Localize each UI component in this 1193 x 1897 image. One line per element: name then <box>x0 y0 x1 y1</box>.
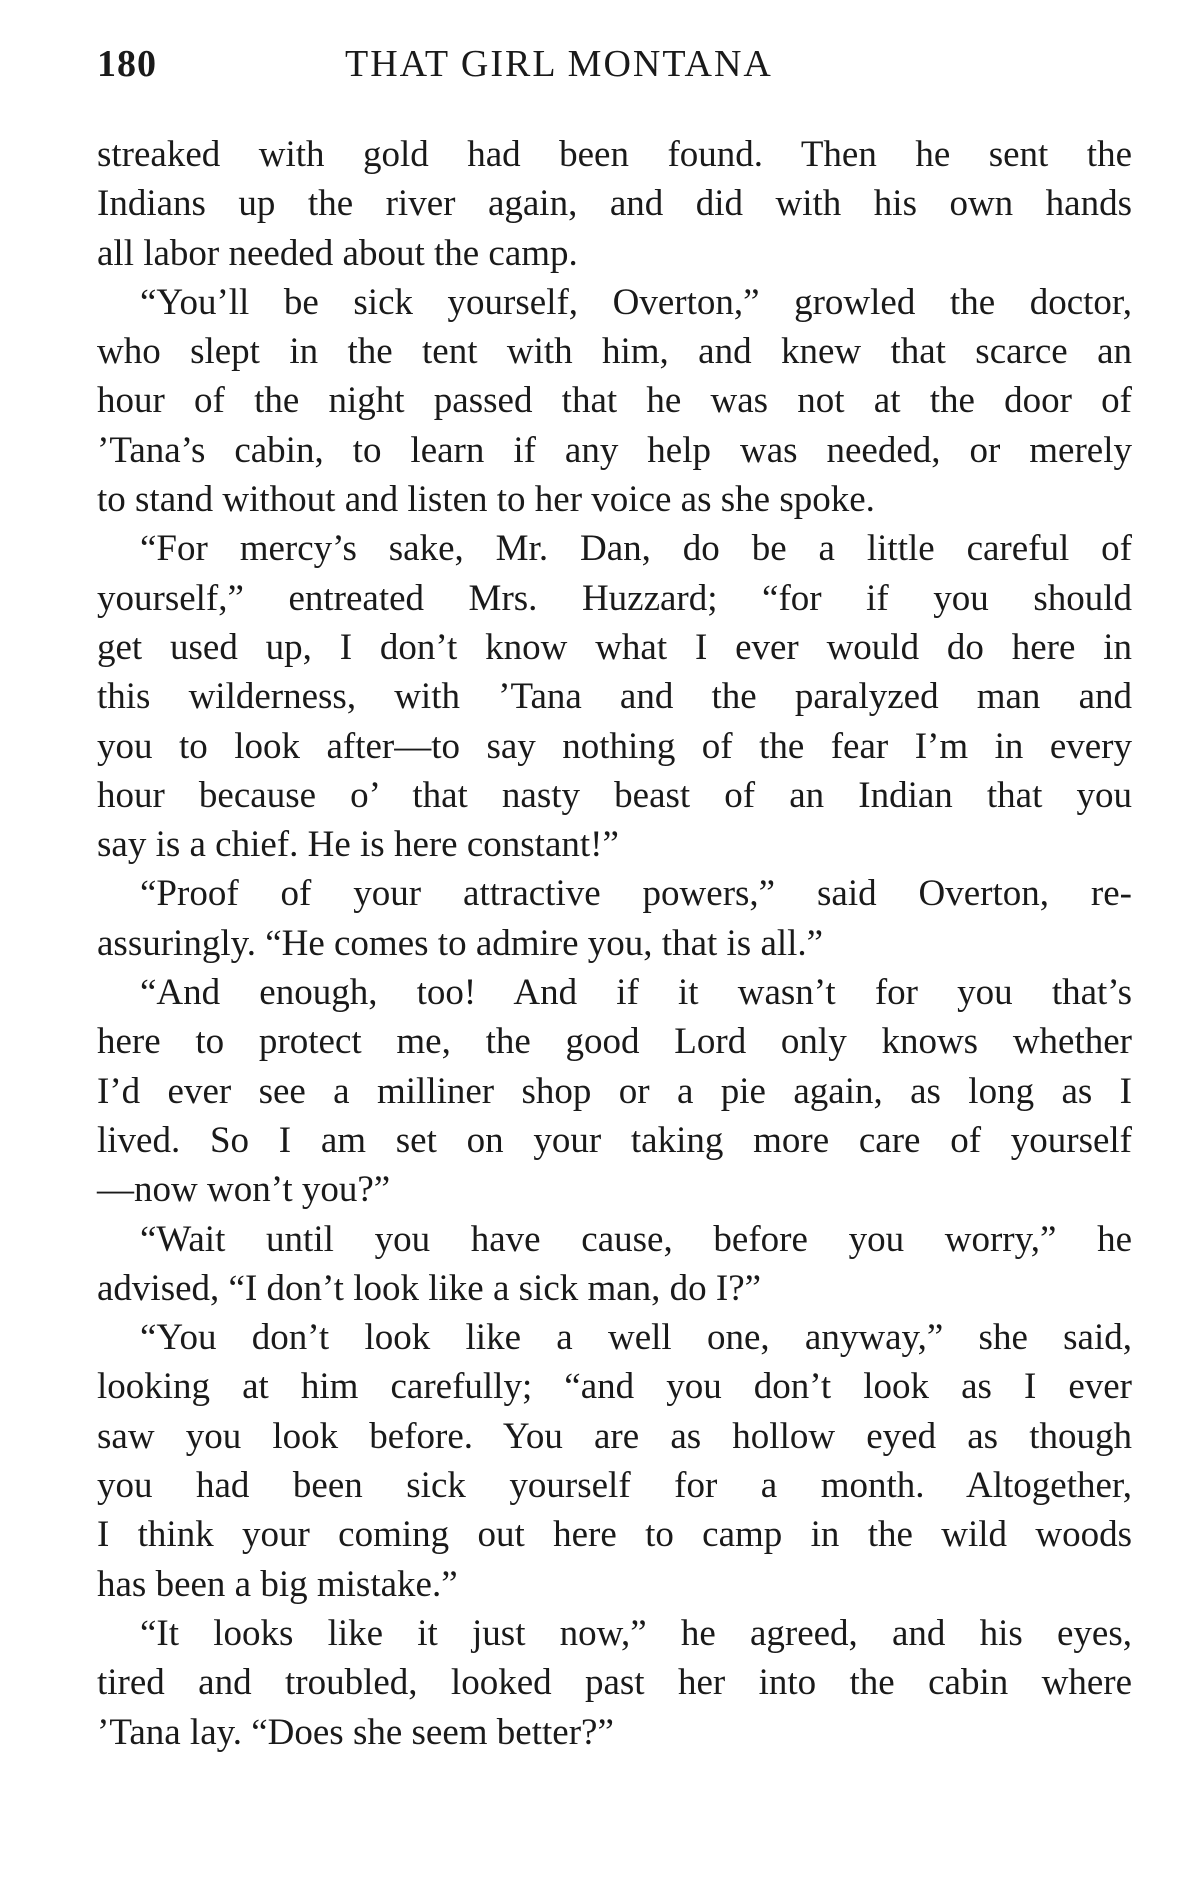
text-line: “Wait until you have cause, before you worry,” he <box>140 1218 1132 1260</box>
text-line: you to look after—to say nothing of the fear I’m in every <box>97 725 1132 767</box>
text-line: Indians up the river again, and did with his own hands <box>97 183 1132 225</box>
text-line: has been a big mistake.” <box>97 1563 458 1605</box>
text-line: hour because o’ that nasty beast of an Indian that you <box>97 774 1132 816</box>
text-line: ’Tana’s cabin, to learn if any help was needed, or merely <box>97 429 1132 471</box>
text-line: advised, “I don’t look like a sick man, do I?” <box>97 1267 762 1309</box>
text-line: looking at him carefully; “and you don’t look as I ever <box>97 1366 1132 1408</box>
text-line: here to protect me, the good Lord only knows whether <box>97 1021 1132 1063</box>
text-line: streaked with gold had been found. Then he sent the <box>97 134 1132 175</box>
text-line: hour of the night passed that he was not at the door of <box>97 380 1132 422</box>
text-line: “Proof of your attractive powers,” said Overton, re- <box>140 873 1132 915</box>
page-number: 180 <box>97 43 157 85</box>
text-line: this wilderness, with ’Tana and the paralyzed man and <box>97 676 1132 718</box>
text-line: “For mercy’s sake, Mr. Dan, do be a little careful of <box>140 528 1132 570</box>
text-line: yourself,” entreated Mrs. Huzzard; “for if you should <box>97 577 1132 619</box>
text-line: ’Tana lay. “Does she seem better?” <box>97 1711 614 1753</box>
text-line: say is a chief. He is here constant!” <box>97 824 619 866</box>
text-line: lived. So I am set on your taking more care of yourself <box>97 1119 1132 1161</box>
text-line: you had been sick yourself for a month. Altogether, <box>97 1465 1132 1507</box>
text-line: who slept in the tent with him, and knew that scarce an <box>97 331 1132 373</box>
text-line: “And enough, too! And if it wasn’t for you that’s <box>140 972 1132 1014</box>
body-text <box>97 130 1132 1757</box>
text-line: —now won’t you?” <box>97 1169 391 1211</box>
text-line: to stand without and listen to her voice as she spoke. <box>97 479 875 521</box>
text-line: get used up, I don’t know what I ever would do here in <box>97 626 1132 668</box>
text-line: “You’ll be sick yourself, Overton,” growled the doctor, <box>140 281 1132 323</box>
text-line: “You don’t look like a well one, anyway,” she said, <box>140 1317 1132 1359</box>
running-head: THAT GIRL MONTANA <box>345 43 773 85</box>
text-line: assuringly. “He comes to admire you, that is all.” <box>97 922 824 964</box>
page-header <box>97 42 1097 92</box>
text-line: saw you look before. You are as hollow eyed as though <box>97 1415 1132 1457</box>
text-line: tired and troubled, looked past her into the cabin where <box>97 1662 1132 1704</box>
text-line: I’d ever see a milliner shop or a pie again, as long as I <box>97 1070 1132 1112</box>
text-line: all labor needed about the camp. <box>97 232 578 274</box>
text-line: I think your coming out here to camp in the wild woods <box>97 1514 1132 1556</box>
text-line: “It looks like it just now,” he agreed, and his eyes, <box>140 1612 1132 1654</box>
